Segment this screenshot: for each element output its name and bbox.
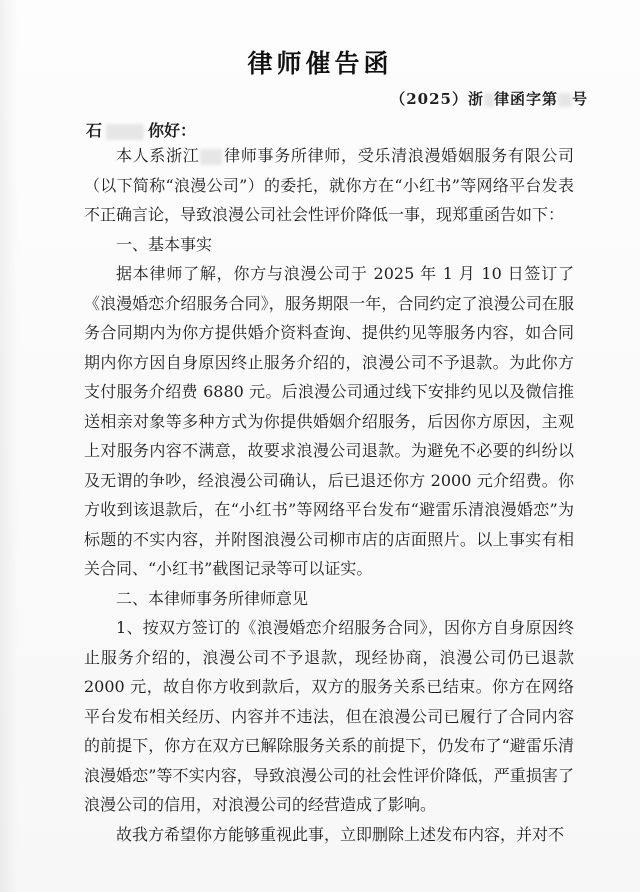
salutation-greeting: 你好：: [148, 121, 197, 140]
intro-text-rest: 律师事务所律师，受乐清浪漫婚姻服务有限公司（以下简称“浪漫公司”）的委托，就你方在“小红书”等网络平台发表不正确言论，导致浪漫公司社会性评价降低一事，现郑重函告如下：: [84, 146, 574, 224]
recipient-name-initial: 石: [86, 121, 103, 140]
section-1-heading: 一、基本事实: [116, 234, 213, 254]
redacted-name: [106, 124, 144, 140]
doc-number-prefix: （2025）浙: [390, 90, 484, 108]
redacted-mark: [484, 93, 494, 107]
intro-text-start: 本人系浙江: [116, 146, 200, 165]
doc-number-end: 号: [571, 90, 588, 108]
redacted-mark: [558, 93, 572, 107]
redacted-firm-name: [200, 149, 222, 165]
document-number: [390, 88, 588, 109]
doc-number-middle: 律函字第: [493, 90, 558, 108]
salutation: [86, 118, 196, 141]
section-2-paragraph: 1、按双方签订的《浪漫婚恋介绍服务合同》，因你方自身原因终止服务介绍的，浪漫公司不予退款，现经协商，浪漫公司仍已退款 2000 元，故自你方收到款后，双方的服务关系已结束。你方在网络平台发布相关经历、内容并不违法，但在浪漫公司已履行了合同内容的前提下，你方在双方已解除服务关系的前提下，仍发布了“避雷乐清浪漫婚恋”等不实内容，导致浪漫公司的社会性评价降低，严重损害了浪漫公司的信用，对浪漫公司的经营造成了影响。: [84, 618, 574, 814]
section-2-heading: 二、本律师事务所律师意见: [116, 588, 309, 608]
intro-paragraph: [84, 141, 574, 230]
page-edge-shadow: [0, 0, 18, 892]
letter-title: 律师催告函: [247, 49, 393, 78]
section-1-paragraph: 据本律师了解，你方与浪漫公司于 2025 年 1 月 10 日签订了《浪漫婚恋介绍服务合同》，服务期限一年，合同约定了浪漫公司在服务合同期内为你方提供婚介资料查询、提供约见等服务内容，如合同期内你方因自身原因终止服务介绍的，浪漫公司不予退款。为此你方支付服务介绍费 6880 元。后浪漫公司通过线下安排约见以及微信推送相亲对象等多种方式为你提供婚姻介绍服务，后因你方原因，主观上对服务内容不满意，故要求浪漫公司退款。为避免不必要的纠纷以及无谓的争吵，经浪漫公司确认，后已退还你方 2000 元介绍费。你方收到该退款后，在“小红书”等网络平台发布“避雷乐清浪漫婚恋”为标题的不实内容，并附图浪漫公司柳市店的店面照片。以上事实有相关合同、“小红书”截图记录等可以证实。: [84, 264, 574, 578]
letter-body: [84, 141, 574, 849]
closing-paragraph: 故我方希望你方能够重视此事，立即删除上述发布内容，并对不: [116, 824, 565, 844]
